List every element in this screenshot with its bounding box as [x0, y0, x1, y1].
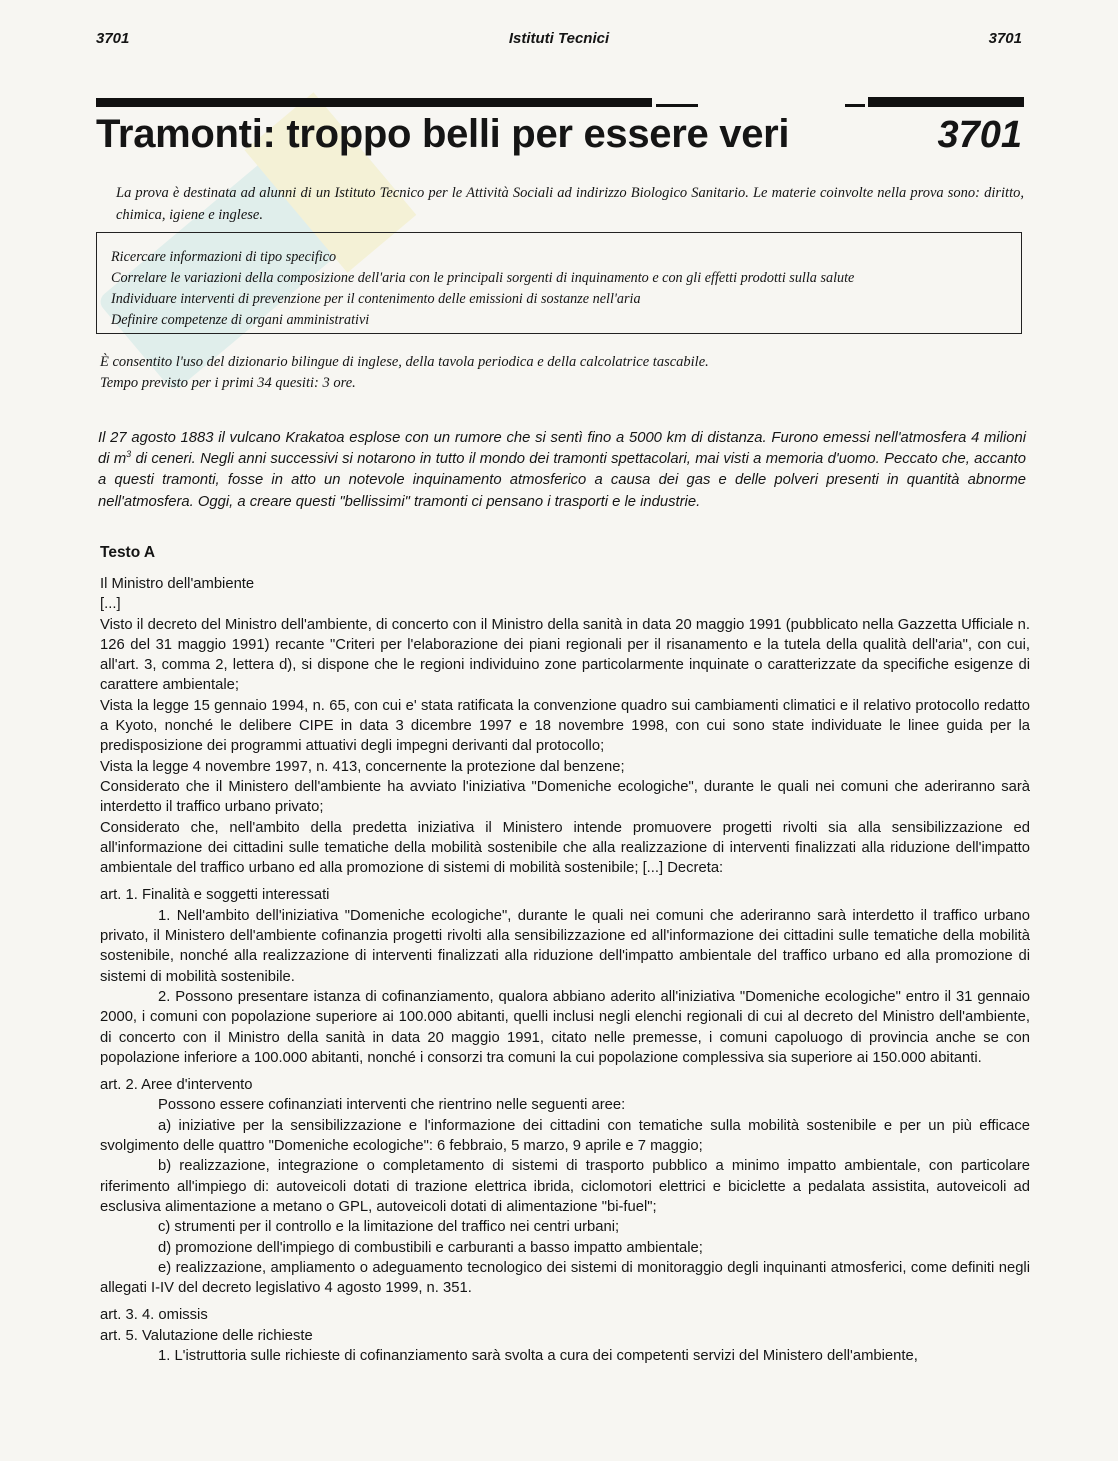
intro-paragraph: La prova è destinata ad alunni di un Istituto Tecnico per le Attività Sociali ad indirizzo Biologico Sanitario. Le materie coinvolte nella prova sono: diritto, chimica, igiene e inglese. — [116, 185, 1024, 223]
objective-item: Individuare interventi di prevenzione per il contenimento delle emissioni di sostanze nell'aria — [111, 291, 641, 307]
article-title: art. 3. 4. omissis — [100, 1307, 208, 1324]
ministro-line: Il Ministro dell'ambiente — [100, 576, 255, 592]
article-paragraph: 1. Nell'ambito dell'iniziativa "Domeniche ecologiche", durante le quali nei comuni che aderiranno sarà interdetto il traffico urbano privato, il Ministero dell'ambiente cofinanzia progetti rivolti alla sensibilizzazione ed all'informazione dei cittadini sulle tematiche della mobilità sostenibile, nonché alla realizzazione di interventi finalizzati alla riduzione dell'impatto ambientale del traffico urbano ed alla promozione di sistemi di mobilità sostenibile. — [100, 907, 1030, 985]
article-title: art. 1. Finalità e soggetti interessati — [100, 887, 330, 904]
objective-item: Definire competenze di organi amministrativi — [111, 312, 370, 328]
testo-a-body — [100, 574, 1030, 1366]
article-paragraph: 2. Possono presentare istanza di cofinanziamento, qualora abbiano aderito all'iniziativa "Domeniche ecologiche" entro il 31 gennaio 2000, i comuni con popolazione superiore ai 100.000 abitanti, quelli inclusi negli elenchi regionali di cui al decreto del Ministro dell'ambiente, di concerto con il Ministro della sanità in data 20 maggio 1991, citato nelle premesse, i comuni capoluogo di provincia anche se con popolazione inferiore a 100.000 abitanti, nonché i consorzi tra comuni la cui popolazione complessiva sia superiore ai 150.000 abitanti. — [100, 988, 1030, 1066]
lead-superscript: 3 — [126, 449, 132, 460]
header-page-number-right: 3701 — [988, 30, 1022, 47]
running-header — [96, 30, 1022, 54]
header-page-number-left: 3701 — [96, 30, 130, 47]
objective-item: Correlare le variazioni della composizione dell'aria con le principali sorgenti di inquinamento e con gli effetti prodotti sulla salute — [111, 270, 855, 286]
note-line: Tempo previsto per i primi 34 quesiti: 3 ore. — [100, 375, 356, 391]
lead-text: Il 27 agosto 1883 il vulcano Krakatoa esplose con un rumore che si sentì fino a 5000 km di distanza. Furono emessi nell'atmosfera 4 milioni di m — [98, 430, 1026, 468]
lead-paragraph — [98, 428, 1026, 513]
header-section-title: Istituti Tecnici — [508, 30, 610, 47]
instructions-note — [100, 352, 1020, 394]
title-rule — [845, 104, 865, 107]
objective-item: Ricercare informazioni di tipo specifico — [111, 249, 337, 265]
title-rule — [868, 97, 1024, 107]
lead-text: di ceneri. Negli anni successivi si notarono in tutto il mondo dei tramonti spettacolari, mai visti a memoria d'uomo. Peccato che, accanto a questi tramonti, fosse in atto un notevole inquinamento atmosferico a causa dei gas e delle polveri presenti in quantità abnorme nell'atmosfera. Oggi, a creare questi "bellissimi" tramonti ci pensano i trasporti e le industrie. — [98, 451, 1026, 510]
ellipsis-line: [...] — [100, 596, 121, 613]
considerato-paragraph: Considerato che, nell'ambito della predetta iniziativa il Ministero intende promuovere progetti rivolti sia alla sensibilizzazione ed all'informazione dei cittadini sulle tematiche della mobilità sostenibile che alla realizzazione di interventi finalizzati alla riduzione dell'impatto ambientale del traffico urbano ed alla promozione di sistemi di mobilità sostenibile; [...] Decreta: — [100, 819, 1030, 877]
article-title: art. 5. Valutazione delle richieste — [100, 1327, 313, 1344]
article-title: art. 2. Aree d'intervento — [100, 1077, 253, 1094]
title-rule — [656, 104, 698, 107]
article-list-item: a) iniziative per la sensibilizzazione e l'informazione dei cittadini con tematiche sulla mobilità sostenibile e per un più efficace svolgimento delle quattro "Domeniche ecologiche": 6 febbraio, 5 marzo, 9 aprile e 7 maggio; — [100, 1117, 1030, 1155]
title-number: 3701 — [937, 114, 1022, 156]
objectives-box — [96, 232, 1022, 334]
article-paragraph: Possono essere cofinanziati interventi che rientrino nelle seguenti aree: — [158, 1097, 626, 1114]
visto-paragraph: Vista la legge 15 gennaio 1994, n. 65, con cui e' stata ratificata la convenzione quadro sui cambiamenti climatici e il relativo protocollo redatto a Kyoto, nonché le delibere CIPE in data 3 dicembre 1997 e 18 novembre 1998, con cui sono state individuate le linee guida per la predisposizione dei programmi attuativi degli impegni derivanti dal protocollo; — [100, 697, 1030, 755]
article-paragraph: 1. L'istruttoria sulle richieste di cofinanziamento sarà svolta a cura dei competenti servizi del Ministero dell'ambiente, — [158, 1347, 918, 1364]
visto-paragraph: Visto il decreto del Ministro dell'ambiente, di concerto con il Ministro della sanità in data 20 maggio 1991 (pubblicato nella Gazzetta Ufficiale n. 126 del 31 maggio 1991) recante "Criteri per l'elaborazione dei piani regionali per il risanamento e la tutela della qualità dell'aria", con cui, all'art. 3, comma 2, lettera d), si dispone che le regioni individuino zone particolarmente inquinate o caratterizzate da specifiche esigenze di carattere ambientale; — [100, 616, 1030, 694]
article-list-item: b) realizzazione, integrazione o completamento di sistemi di trasporto pubblico a minimo impatto ambientale, con particolare riferimento all'impiego di: autoveicoli dotati di trazione elettrica ibrida, ciclomotori elettrici e biciclette a pedalata assistita, autoveicoli ad esclusiva alimentazione a metano o GPL, autoveicoli dotati di alimentazione "bi-fuel"; — [100, 1158, 1030, 1215]
section-heading: Testo A — [100, 544, 156, 561]
article-list-item: e) realizzazione, ampliamento o adeguamento tecnologico dei sistemi di monitoraggio degli inquinanti atmosferici, come definiti negli allegati I-IV del decreto legislativo 4 agosto 1999, n. 351. — [100, 1259, 1030, 1297]
article-list-item: d) promozione dell'impiego di combustibili e carburanti a basso impatto ambientale; — [158, 1239, 703, 1256]
page-title: Tramonti: troppo belli per essere veri — [96, 112, 790, 156]
note-line: È consentito l'uso del dizionario bilingue di inglese, della tavola periodica e della calcolatrice tascabile. — [100, 354, 709, 370]
visto-paragraph: Vista la legge 4 novembre 1997, n. 413, concernente la protezione dal benzene; — [100, 758, 625, 775]
title-rule — [96, 98, 652, 107]
considerato-paragraph: Considerato che il Ministero dell'ambiente ha avviato l'iniziativa "Domeniche ecologiche", durante le quali nei comuni che aderiranno sarà interdetto il traffico urbano privato; — [100, 778, 1030, 816]
article-list-item: c) strumenti per il controllo e la limitazione del traffico nei centri urbani; — [158, 1219, 620, 1236]
